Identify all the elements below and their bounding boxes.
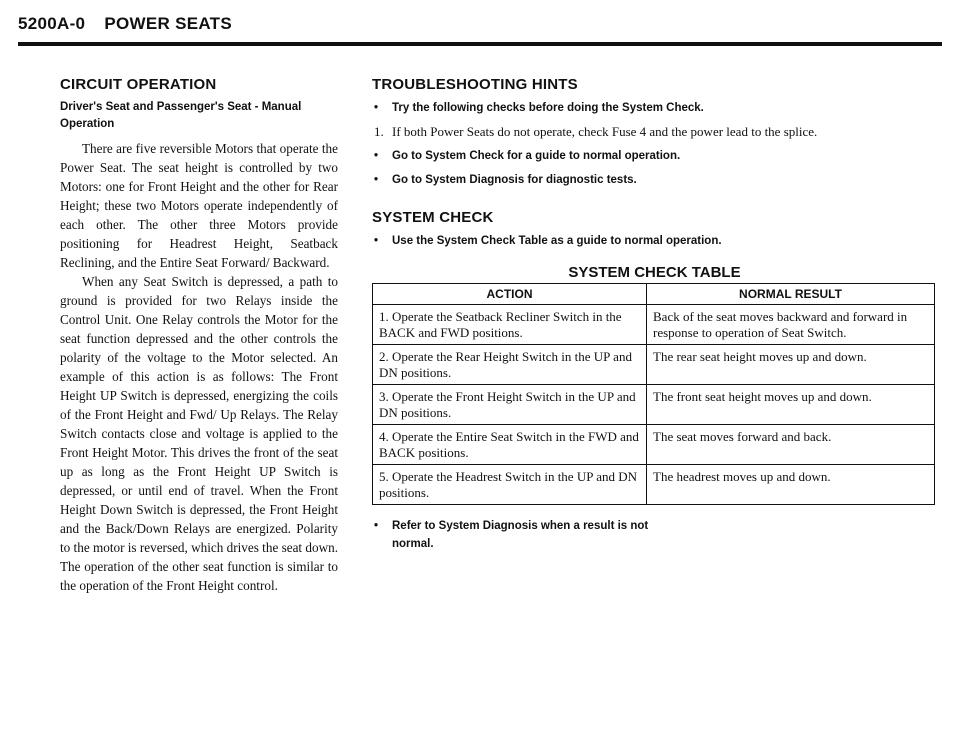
result-cell: Back of the seat moves backward and forward in response to operation of Seat Switch. bbox=[647, 305, 935, 345]
table-row bbox=[373, 385, 935, 425]
step-text: If both Power Seats do not operate, check Fuse 4 and the power lead to the splice. bbox=[392, 124, 818, 139]
troubleshooting-column bbox=[372, 76, 937, 559]
action-cell: 4. Operate the Entire Seat Switch in the FWD and BACK positions. bbox=[373, 425, 647, 465]
troubleshooting-step-1 bbox=[372, 123, 937, 141]
system-check-bullet bbox=[372, 232, 937, 250]
result-cell: The rear seat height moves up and down. bbox=[647, 345, 935, 385]
column-header-normal-result: NORMAL RESULT bbox=[647, 284, 935, 305]
section-code: 5200A-0 bbox=[18, 14, 86, 33]
result-cell: The front seat height moves up and down. bbox=[647, 385, 935, 425]
bullet-mark: • bbox=[374, 520, 379, 532]
circuit-operation-heading: CIRCUIT OPERATION bbox=[60, 76, 217, 93]
system-check-table-title: SYSTEM CHECK TABLE bbox=[568, 264, 741, 281]
troubleshooting-bullet-3 bbox=[372, 171, 937, 189]
bullet-mark: • bbox=[374, 150, 379, 162]
step-number: 1. bbox=[374, 124, 384, 139]
bullet-mark: • bbox=[374, 102, 379, 114]
table-header-row bbox=[373, 284, 935, 305]
troubleshooting-heading: TROUBLESHOOTING HINTS bbox=[372, 76, 578, 93]
system-check-table bbox=[372, 283, 935, 505]
table-row bbox=[373, 425, 935, 465]
bullet-text: Go to System Check for a guide to normal operation. bbox=[392, 150, 681, 162]
action-cell: 1. Operate the Seatback Recliner Switch in the BACK and FWD positions. bbox=[373, 305, 647, 345]
action-cell: 2. Operate the Rear Height Switch in the UP and DN positions. bbox=[373, 345, 647, 385]
troubleshooting-bullet-1 bbox=[372, 99, 937, 117]
troubleshooting-bullet-2 bbox=[372, 147, 937, 165]
circuit-paragraph-1: There are five reversible Motors that operate the Power Seat. The seat height is controlled by two Motors: one for Front Height and the other for Rear Height; these two Motors operate independently of each other. The other three Motors provide positioning for Headrest Height, Seatback Reclining, and the Entire Seat Forward/ Backward. bbox=[60, 141, 338, 270]
bullet-mark: • bbox=[374, 174, 379, 186]
bullet-text: Try the following checks before doing the System Check. bbox=[392, 102, 704, 114]
bullet-mark: • bbox=[374, 235, 379, 247]
column-header-action: ACTION bbox=[373, 284, 647, 305]
system-check-heading: SYSTEM CHECK bbox=[372, 209, 494, 226]
page-header bbox=[18, 14, 942, 46]
section-title: POWER SEATS bbox=[104, 14, 233, 33]
circuit-subheading: Driver's Seat and Passenger's Seat - Manual Operation bbox=[60, 101, 302, 130]
result-cell: The headrest moves up and down. bbox=[647, 465, 935, 505]
bullet-text: Use the System Check Table as a guide to normal operation. bbox=[392, 235, 722, 247]
table-row bbox=[373, 305, 935, 345]
action-cell: 3. Operate the Front Height Switch in the UP and DN positions. bbox=[373, 385, 647, 425]
footer-bullet bbox=[372, 517, 682, 553]
circuit-paragraph-2: When any Seat Switch is depressed, a path to ground is provided for two Relays inside the Control Unit. One Relay controls the Motor for the seat function depressed and the other controls the polarity of the voltage to the Motor selected. An example of this action is as follows: The Front Height UP Switch is depressed, energizing the coils of the Front Height and Fwd/ Up Relays. The Relay Switch contacts close and voltage is applied to the Front Height Motor. This drives the front of the seat up as long as the Front Height UP Switch is depressed, or until end of travel. When the Front Height Down Switch is depressed, the Front Height and the Back/Down Relays are energized. Polarity to the motor is reversed, which drives the seat down. The operation of the other seat function is similar to the operation of the Front Height control. bbox=[60, 274, 338, 593]
bullet-text: Refer to System Diagnosis when a result is not normal. bbox=[392, 520, 649, 550]
table-row bbox=[373, 345, 935, 385]
result-cell: The seat moves forward and back. bbox=[647, 425, 935, 465]
table-row bbox=[373, 465, 935, 505]
bullet-text: Go to System Diagnosis for diagnostic tests. bbox=[392, 174, 637, 186]
action-cell: 5. Operate the Headrest Switch in the UP and DN positions. bbox=[373, 465, 647, 505]
circuit-operation-column bbox=[60, 76, 338, 595]
